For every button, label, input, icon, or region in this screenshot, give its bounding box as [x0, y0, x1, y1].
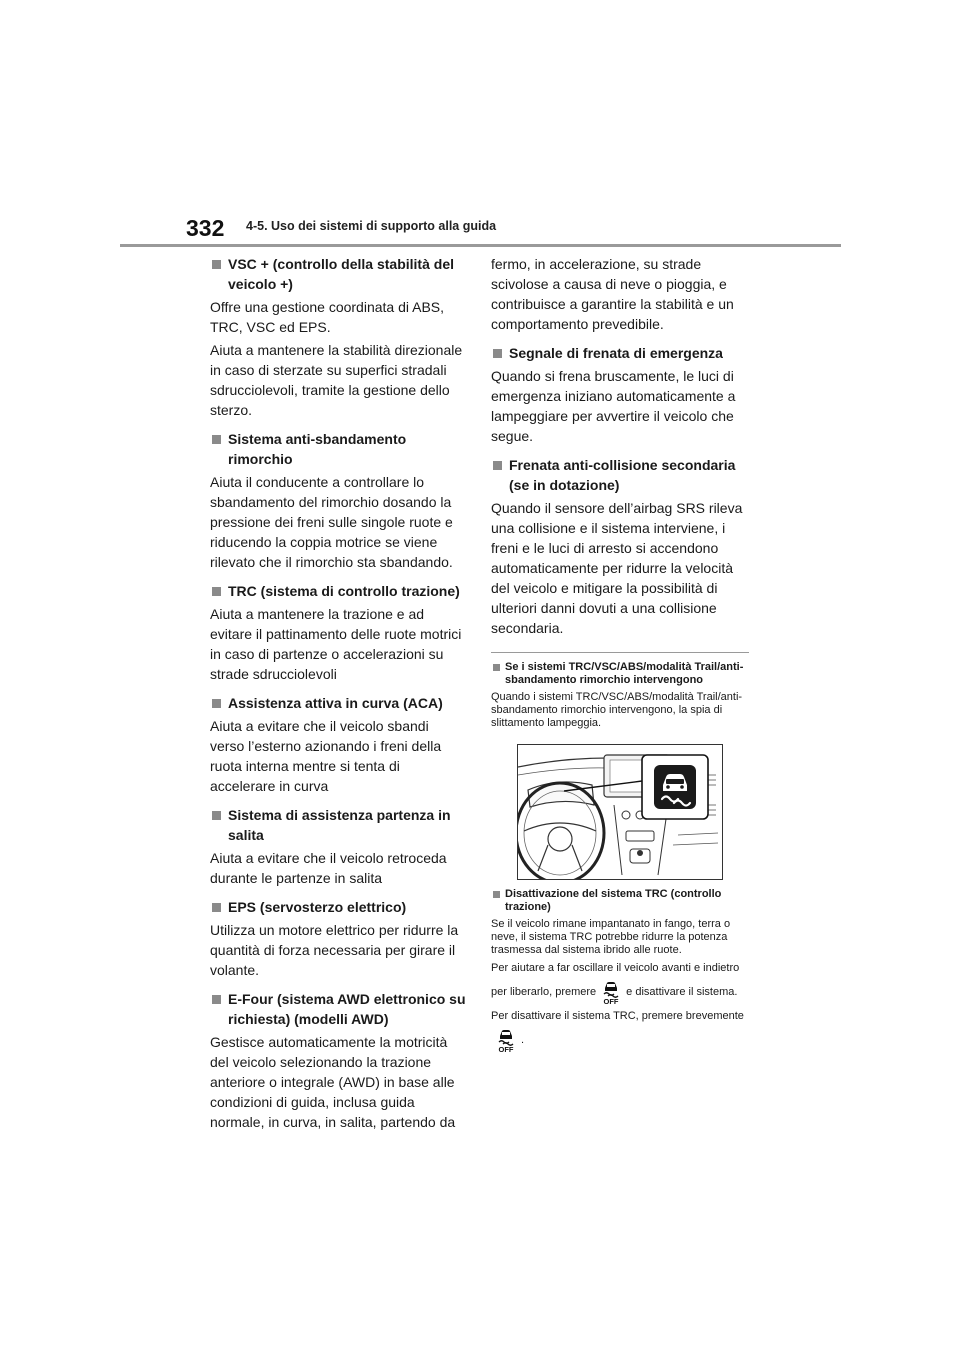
note-paragraph: Per disattivare il sistema TRC, premere brevemente OFF . — [491, 1010, 744, 1053]
section-paragraph: Aiuta a mantenere la stabilità direzionale in caso di sterzate su superfici stradali sdrucciolevoli, tramite la gestione dello sterzo. — [210, 342, 463, 418]
section-heading: VSC + (controllo della stabilità del veicolo +) — [210, 254, 466, 294]
note-systems-operating — [491, 661, 749, 730]
left-column — [210, 254, 466, 1141]
section-paragraph: Aiuta a mantenere la trazione e ad evitare il pattinamento delle ruote motrici in caso di partenze o accelerazioni su strade sdrucciolevoli — [210, 606, 462, 682]
square-bullet-icon — [212, 587, 221, 596]
dashboard-illustration — [517, 744, 723, 880]
note-paragraph: Se il veicolo rimane impantanato in fango, terra o neve, il sistema TRC potrebbe ridurre la potenza trasmessa dal sistema ibrido alle ruote. — [491, 918, 731, 956]
square-bullet-icon — [493, 349, 502, 358]
section-eps — [210, 897, 466, 980]
note-heading: Se i sistemi TRC/VSC/ABS/modalità Trail/anti-sbandamento rimorchio intervengono — [491, 661, 749, 687]
section-paragraph: Quando il sensore dell’airbag SRS rileva una collisione e il sistema interviene, i freni e le luci di arresto si accendono automaticamente per ridurre la velocità del veicolo e mitigare la possibilità di ulteriori danni dovuti a una collisione secondaria. — [491, 500, 743, 636]
section-paragraph: Aiuta a evitare che il veicolo sbandi verso l’esterno azionando i freni della ruota interna mentre si tenta di accelerare in curva — [210, 718, 442, 794]
dashboard-illustration-svg — [518, 745, 722, 879]
section-heading: Assistenza attiva in curva (ACA) — [210, 693, 466, 713]
section-paragraph: Aiuta a evitare che il veicolo retroceda durante le partenze in salita — [210, 850, 447, 886]
section-emergency-brake-signal — [491, 343, 749, 446]
section-paragraph: Aiuta il conducente a controllare lo sbandamento del rimorchio dosando la pressione dei freni sulle singole ruote e riducendo la coppia motrice se viene rilevato che il rimorchio sta sbandando. — [210, 474, 453, 570]
note-trc-deactivation — [491, 888, 749, 1053]
svg-text:OFF: OFF — [603, 997, 619, 1005]
section-paragraph: Utilizza un motore elettrico per ridurre la quantità di forza necessaria per girare il volante. — [210, 922, 459, 978]
page-number: 332 — [186, 215, 225, 241]
section-trc — [210, 581, 466, 684]
slip-indicator-icon — [654, 765, 696, 809]
section-vsc — [210, 254, 466, 420]
square-bullet-icon — [212, 699, 221, 708]
section-heading: E-Four (sistema AWD elettronico su richiesta) (modelli AWD) — [210, 989, 466, 1029]
right-column — [491, 254, 749, 1061]
note-heading: Disattivazione del sistema TRC (controllo trazione) — [491, 888, 749, 914]
section-heading: TRC (sistema di controllo trazione) — [210, 581, 466, 601]
note-paragraph: Quando i sistemi TRC/VSC/ABS/modalità Trail/anti-sbandamento rimorchio intervengono, la spia di slittamento lampeggia. — [491, 691, 743, 729]
section-heading: Frenata anti-collisione secondaria (se in dotazione) — [491, 455, 749, 495]
vsc-off-button-icon[interactable] — [495, 1027, 517, 1053]
continuation-paragraph: fermo, in accelerazione, su strade scivolose a causa di neve o pioggia, e contribuisce a garantire la stabilità e un comportamento prevedibile. — [491, 256, 734, 332]
square-bullet-icon — [493, 664, 500, 671]
section-trailer-sway — [210, 429, 466, 572]
section-heading: Sistema di assistenza partenza in salita — [210, 805, 466, 845]
section-secondary-collision-brake — [491, 455, 749, 638]
square-bullet-icon — [212, 995, 221, 1004]
section-hill-start — [210, 805, 466, 888]
header-rule — [120, 244, 841, 247]
square-bullet-icon — [212, 435, 221, 444]
square-bullet-icon — [493, 891, 500, 898]
square-bullet-icon — [212, 903, 221, 912]
section-paragraph: Offre una gestione coordinata di ABS, TRC, VSC ed EPS. — [210, 299, 445, 335]
note-paragraph: Per aiutare a far oscillare il veicolo avanti e indietro per liberarlo, premere OFF e disattivare il sistema. — [491, 962, 740, 1005]
square-bullet-icon — [212, 811, 221, 820]
section-heading: Segnale di frenata di emergenza — [491, 343, 749, 363]
square-bullet-icon — [212, 260, 221, 269]
section-heading: EPS (servosterzo elettrico) — [210, 897, 466, 917]
section-paragraph: Gestisce automaticamente la motricità del veicolo selezionando la trazione anteriore o integrale (AWD) in base alle condizioni di guida, inclusa guida normale, in curva, in salita, partendo da — [210, 1034, 456, 1130]
chapter-title: 4-5. Uso dei sistemi di supporto alla guida — [246, 219, 497, 233]
section-aca — [210, 693, 466, 796]
svg-text:OFF: OFF — [498, 1045, 514, 1053]
note-divider — [491, 652, 749, 653]
square-bullet-icon — [493, 461, 502, 470]
section-heading: Sistema anti-sbandamento rimorchio — [210, 429, 466, 469]
vsc-off-button-icon[interactable] — [600, 979, 622, 1005]
section-paragraph: Quando si frena bruscamente, le luci di emergenza iniziano automaticamente a lampeggiare per avvertire il veicolo che segue. — [491, 368, 736, 444]
section-e-four — [210, 989, 466, 1132]
